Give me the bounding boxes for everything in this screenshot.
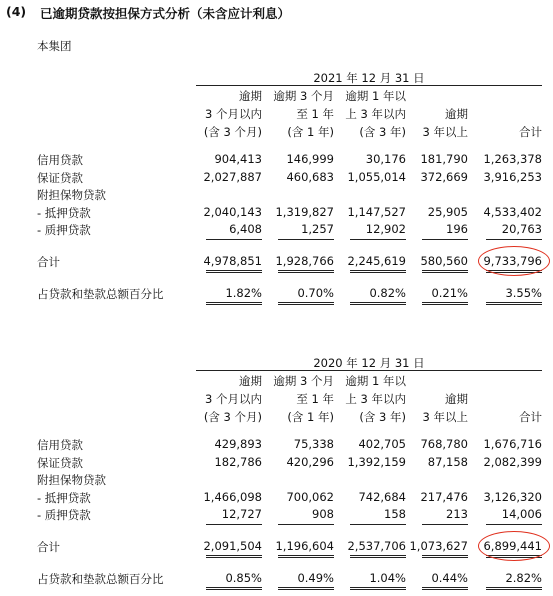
cell-value: 402,705: [358, 437, 406, 451]
section-title: 已逾期贷款按担保方式分析（未含应计利息）: [40, 6, 291, 21]
percent-value: 1.82%: [225, 285, 262, 300]
cell-value: 1,319,827: [275, 204, 334, 219]
total-double-rule: [422, 555, 468, 558]
column-header: 3 个月以内: [205, 392, 262, 406]
cell-value: 3,126,320: [483, 489, 542, 504]
row-label: - 抵押贷款: [37, 490, 91, 505]
cell-value: 429,893: [214, 437, 262, 451]
cell-value: 4,533,402: [483, 204, 542, 219]
subtotal-rule: [422, 239, 468, 240]
column-header: 逾期 1 年以: [345, 374, 406, 388]
total-value: 2,245,619: [347, 253, 406, 268]
percent-double-rule: [422, 302, 468, 305]
total-double-rule: [278, 270, 334, 273]
percent-double-rule: [206, 302, 262, 305]
cell-value: 1,257: [301, 222, 334, 236]
subtotal-rule: [278, 524, 334, 525]
cell-value: 2,027,887: [203, 169, 262, 184]
cell-value: 30,176: [365, 152, 406, 166]
cell-value: 12,902: [365, 222, 406, 236]
subtotal-rule: [486, 524, 542, 525]
percent-value: 0.44%: [431, 570, 468, 585]
cell-value: 146,999: [286, 152, 334, 166]
cell-value: 1,055,014: [347, 169, 406, 184]
cell-value: 196: [446, 222, 468, 236]
subtotal-rule: [206, 239, 262, 240]
column-header: 合计: [519, 125, 542, 139]
percent-label: 占贷款和垫款总额百分比: [37, 286, 164, 301]
total-value: 2,537,706: [347, 538, 406, 553]
cell-value: 6,408: [229, 222, 262, 236]
row-label: 信用贷款: [37, 438, 83, 452]
cell-value: 20,763: [501, 222, 542, 236]
row-label: 保证贷款: [37, 455, 83, 470]
row-label: 附担保物贷款: [37, 473, 106, 487]
total-double-rule: [350, 270, 406, 273]
column-header: 3 个月以内: [205, 107, 262, 121]
cell-value: 768,780: [420, 437, 468, 451]
column-header: 3 年以上: [422, 125, 468, 139]
cell-value: 182,786: [214, 454, 262, 469]
section-number: (4): [6, 4, 27, 19]
column-header: 上 3 年以内: [345, 107, 406, 121]
cell-value: 420,296: [286, 454, 334, 469]
row-label: 保证贷款: [37, 170, 83, 185]
cell-value: 213: [446, 507, 468, 521]
year-label: 2021 年 12 月 31 日: [313, 71, 425, 85]
cell-value: 158: [384, 507, 406, 521]
subtotal-rule: [350, 524, 406, 525]
column-header: 上 3 年以内: [345, 392, 406, 406]
cell-value: 1,263,378: [483, 152, 542, 166]
cell-value: 3,916,253: [483, 169, 542, 184]
year-label: 2020 年 12 月 31 日: [313, 356, 425, 370]
percent-value: 0.21%: [431, 285, 468, 300]
column-header: (含 3 个月): [203, 410, 262, 424]
total-label: 合计: [37, 539, 60, 554]
total-double-rule: [206, 270, 262, 273]
column-header: (含 3 个月): [203, 125, 262, 139]
percent-double-rule: [486, 302, 542, 305]
subtotal-rule: [486, 239, 542, 240]
cell-value: 12,727: [221, 507, 262, 521]
total-value: 1,196,604: [275, 538, 334, 553]
year-rule: [196, 85, 542, 86]
total-value: 2,091,504: [203, 538, 262, 553]
total-double-rule: [278, 555, 334, 558]
percent-value: 3.55%: [505, 285, 542, 300]
column-header: 逾期: [239, 89, 262, 103]
cell-value: 700,062: [286, 489, 334, 504]
total-label: 合计: [37, 254, 60, 269]
row-label: - 质押贷款: [37, 508, 91, 522]
subtotal-rule: [278, 239, 334, 240]
column-header: 逾期: [445, 107, 468, 121]
column-header: 3 年以上: [422, 410, 468, 424]
total-value: 9,733,796: [483, 253, 542, 268]
subtotal-rule: [350, 239, 406, 240]
percent-value: 0.49%: [297, 570, 334, 585]
column-header: (含 3 年): [359, 410, 406, 424]
cell-value: 87,158: [427, 454, 468, 469]
total-value: 580,560: [420, 253, 468, 268]
percent-value: 1.04%: [369, 570, 406, 585]
percent-value: 0.82%: [369, 285, 406, 300]
column-header: 逾期: [445, 392, 468, 406]
column-header: 逾期: [239, 374, 262, 388]
percent-double-rule: [422, 587, 468, 590]
cell-value: 2,082,399: [483, 454, 542, 469]
cell-value: 908: [312, 507, 334, 521]
highlight-circle: [478, 531, 550, 561]
total-double-rule: [206, 555, 262, 558]
total-value: 1,928,766: [275, 253, 334, 268]
cell-value: 372,669: [420, 169, 468, 184]
cell-value: 1,392,159: [347, 454, 406, 469]
column-header: (含 1 年): [287, 125, 334, 139]
column-header: (含 3 年): [359, 125, 406, 139]
cell-value: 742,684: [358, 489, 406, 504]
percent-label: 占贷款和垫款总额百分比: [37, 571, 164, 586]
column-header: 至 1 年: [296, 392, 334, 406]
percent-value: 0.70%: [297, 285, 334, 300]
total-value: 1,073,627: [409, 538, 468, 553]
row-label: 信用贷款: [37, 153, 83, 167]
cell-value: 460,683: [286, 169, 334, 184]
percent-value: 0.85%: [225, 570, 262, 585]
row-label: - 质押贷款: [37, 223, 91, 237]
cell-value: 181,790: [420, 152, 468, 166]
column-header: 逾期 3 个月: [273, 374, 334, 388]
percent-double-rule: [206, 587, 262, 590]
subtotal-rule: [206, 524, 262, 525]
column-header: 逾期 1 年以: [345, 89, 406, 103]
cell-value: 217,476: [420, 489, 468, 504]
cell-value: 25,905: [427, 204, 468, 219]
total-value: 6,899,441: [483, 538, 542, 553]
row-label: - 抵押贷款: [37, 205, 91, 220]
total-double-rule: [350, 555, 406, 558]
percent-value: 2.82%: [505, 570, 542, 585]
highlight-circle: [478, 246, 550, 276]
column-header: 合计: [519, 410, 542, 424]
percent-double-rule: [350, 587, 406, 590]
percent-double-rule: [350, 302, 406, 305]
percent-double-rule: [278, 587, 334, 590]
entity-label: 本集团: [37, 39, 72, 53]
column-header: (含 1 年): [287, 410, 334, 424]
cell-value: 1,676,716: [483, 437, 542, 451]
subtotal-rule: [422, 524, 468, 525]
cell-value: 75,338: [293, 437, 334, 451]
cell-value: 904,413: [214, 152, 262, 166]
cell-value: 14,006: [501, 507, 542, 521]
percent-double-rule: [278, 302, 334, 305]
column-header: 逾期 3 个月: [273, 89, 334, 103]
percent-double-rule: [486, 587, 542, 590]
total-double-rule: [422, 270, 468, 273]
cell-value: 2,040,143: [203, 204, 262, 219]
row-label: 附担保物贷款: [37, 188, 106, 202]
column-header: 至 1 年: [296, 107, 334, 121]
cell-value: 1,147,527: [347, 204, 406, 219]
year-rule: [196, 370, 542, 371]
cell-value: 1,466,098: [203, 489, 262, 504]
total-value: 4,978,851: [203, 253, 262, 268]
